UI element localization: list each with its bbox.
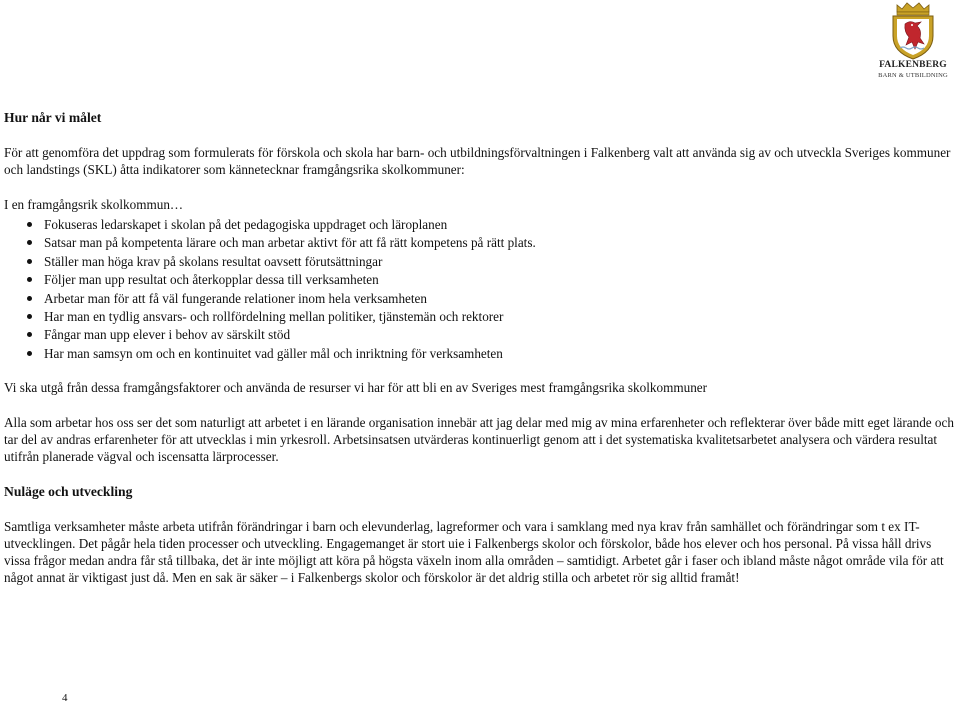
page-number: 4 <box>62 692 68 704</box>
list-item: Har man samsyn om och en kontinuitet vad gäller mål och inriktning för verksamheten <box>4 345 956 363</box>
falkenberg-logo <box>878 2 948 79</box>
heading-nulage-och-utveckling: Nuläge och utveckling <box>4 484 133 500</box>
logo-subtitle: BARN & UTBILDNING <box>878 71 948 79</box>
list-item: Har man en tydlig ansvars- och rollfördelning mellan politiker, tjänstemän och rektorer <box>4 308 956 326</box>
heading-hur-nar-vi-malet: Hur når vi målet <box>4 110 102 125</box>
coat-of-arms-icon <box>888 2 938 60</box>
logo-name: FALKENBERG <box>879 60 947 70</box>
list-item: Fångar man upp elever i behov av särskilt stöd <box>4 326 956 344</box>
list-item: Fokuseras ledarskapet i skolan på det pedagogiska uppdraget och läroplanen <box>4 216 956 234</box>
intro-paragraph: För att genomföra det uppdrag som formulerats för förskola och skola har barn- och utbildningsförvaltningen i Falkenberg valt att använda sig av och utveckla Sveriges kommuner och landstings (SKL) åtta indikatorer som kännetecknar framgångsrika skolkommuner: <box>4 145 951 177</box>
list-item: Följer man upp resultat och återkopplar dessa till verksamheten <box>4 271 956 289</box>
list-intro: I en framgångsrik skolkommun… <box>4 197 184 212</box>
learning-organisation-paragraph: Alla som arbetar hos oss ser det som naturligt att arbetet i en lärande organisation innebär att jag delar med mig av mina erfarenheter och reflekterar över både mitt eget lärande och tar del av andras erfarenheter för att utvecklas i min yrkesroll. Arbetsinsatsen utvärderas kontinuerligt genom att i det systematiska kvalitetsarbetet analysera och värdera resultat utifrån planerade vägval och iscensatta lärprocesser. <box>4 415 954 465</box>
success-factor-list <box>4 216 956 363</box>
list-item: Satsar man på kompetenta lärare och man arbetar aktivt för att få rätt kompetens på rätt plats. <box>4 234 956 252</box>
document-body <box>4 109 956 586</box>
list-item: Arbetar man för att få väl fungerande relationer inom hela verksamheten <box>4 290 956 308</box>
summary-paragraph: Vi ska utgå från dessa framgångsfaktorer och använda de resurser vi har för att bli en av Sveriges mest framgångsrika skolkommuner <box>4 380 708 396</box>
current-status-paragraph: Samtliga verksamheter måste arbeta utifrån förändringar i barn och elevunderlag, lagreformer och vara i samklang med nya krav från samhället och förändringar som t ex IT-utvecklingen. Det pågår hela tiden processer och utveckling. Engagemanget är stort uie i Falkenbergs skolor och förskolor, både hos elever och hos personal. På vissa håll drivs vissa frågor medan andra får stå tillbaka, det är inte möjligt att köra på högsta växeln inom alla områden – samtidigt. Arbetet går i faser och ibland måste något område vila för att något annat är viktigast just då. Men en sak är säker – i Falkenbergs skolor och förskolor är det aldrig stilla och arbetet rör sig alltid framåt! <box>4 519 944 586</box>
list-item: Ställer man höga krav på skolans resultat oavsett förutsättningar <box>4 253 956 271</box>
